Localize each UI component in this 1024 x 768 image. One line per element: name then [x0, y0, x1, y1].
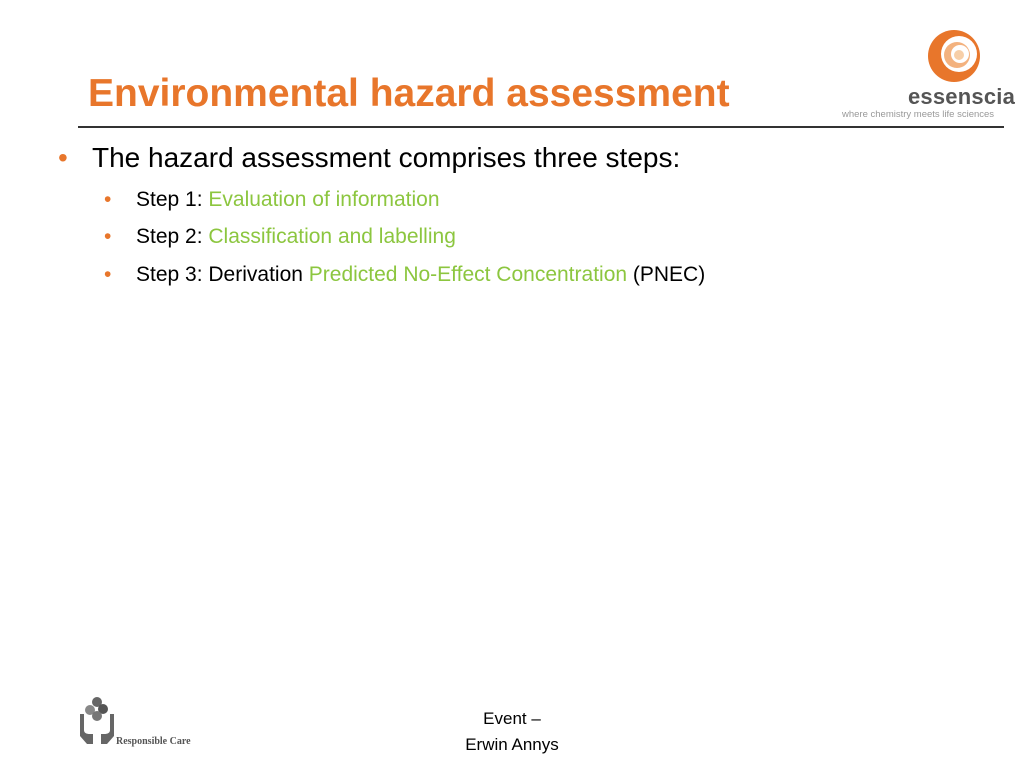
step-prefix: Step 2: [136, 225, 209, 248]
bullet-main-text: The hazard assessment comprises three steps: [92, 142, 681, 173]
responsible-care-icon [78, 694, 116, 746]
slide-title: Environmental hazard assessment [88, 72, 730, 115]
step-highlight: Classification and labelling [208, 225, 456, 248]
bullet-icon: • [104, 225, 112, 248]
step-suffix: (PNEC) [627, 263, 706, 286]
essenscia-logo [838, 26, 1015, 122]
responsible-care-label: Responsible Care [116, 736, 191, 747]
responsible-care-logo [78, 694, 208, 746]
step-highlight: Evaluation of information [208, 188, 440, 211]
footer-event: Event – [483, 709, 541, 728]
title-divider [78, 126, 1004, 128]
logo-tagline: where chemistry meets life sciences [842, 109, 995, 120]
footer [420, 706, 604, 758]
essenscia-swirl-icon [924, 26, 984, 86]
step-prefix: Step 3: Derivation [136, 263, 309, 286]
bullet-icon: • [104, 188, 112, 211]
step-highlight: Predicted No-Effect Concentration [308, 263, 628, 286]
bullet-icon: • [104, 263, 112, 286]
bullet-icon: • [58, 142, 68, 173]
footer-author: Erwin Annys [465, 735, 559, 754]
logo-wordmark: essenscia [908, 84, 1015, 109]
step-prefix: Step 1: [136, 188, 209, 211]
